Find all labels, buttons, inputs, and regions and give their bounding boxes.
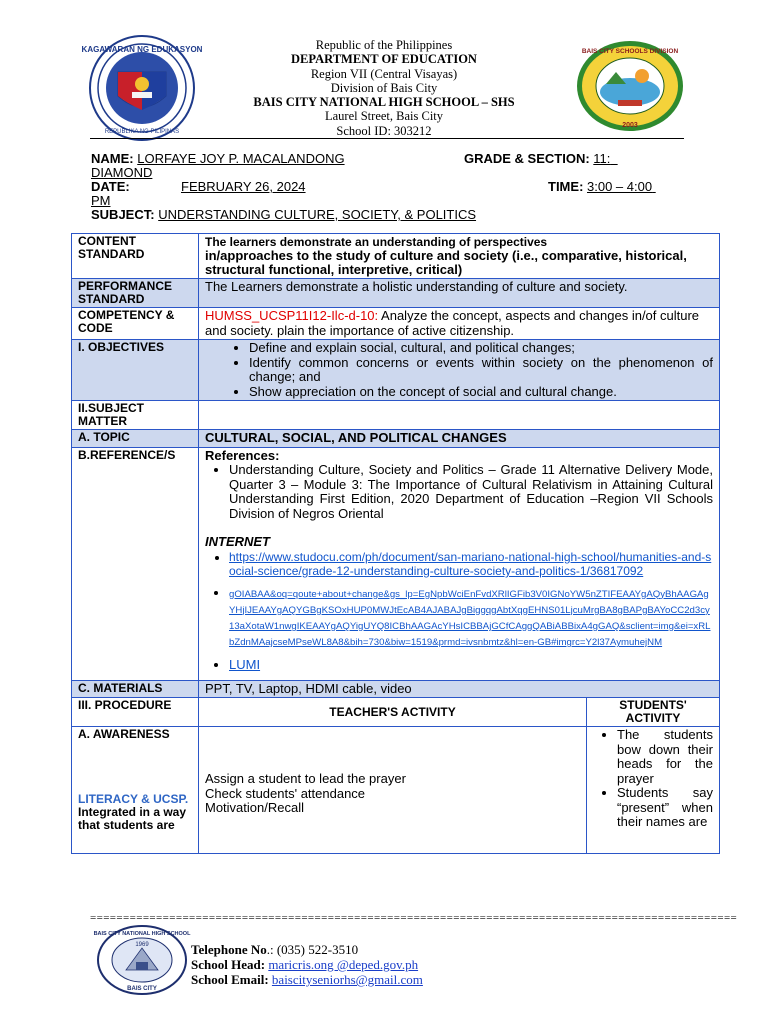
awareness-label: A. AWARENESS	[78, 727, 170, 742]
teacher-line: Check students' attendance	[205, 785, 366, 801]
school-email-label: School Email	[191, 972, 265, 987]
grade-label: GRADE & SECTION	[464, 151, 586, 166]
internet-link-item	[229, 550, 713, 579]
objectives-cell	[199, 340, 720, 401]
letterhead-region: Region VII (Central Visayas)	[310, 66, 458, 81]
deped-seal-logo	[81, 34, 203, 142]
name-row: NAME: LORFAYE JOY P. MACALANDONG	[91, 151, 345, 166]
materials-text: PPT, TV, Laptop, HDMI cable, video	[199, 680, 720, 698]
date-label: DATE:	[91, 179, 130, 194]
objective-item: • Define and explain social, cultural, and political changes;	[249, 341, 713, 356]
reference-label: B.REFERENCE/S	[72, 447, 199, 680]
lesson-plan-table	[71, 233, 720, 854]
objective-item: • Show appreciation on the concept of social and cultural change.	[249, 385, 713, 400]
internet-link-item	[229, 658, 713, 673]
materials-row	[72, 680, 720, 698]
time-value-cont: PM	[91, 193, 111, 208]
internet-heading: INTERNET	[205, 534, 270, 549]
letterhead	[200, 38, 568, 138]
subject-matter-row	[72, 401, 720, 430]
content-standard-cell	[199, 234, 720, 279]
teacher-line: Motivation/Recall	[205, 800, 304, 816]
competency-row	[72, 308, 720, 340]
letterhead-department: DEPARTMENT OF EDUCATION	[291, 52, 477, 67]
seal-left-bottom-text: REPUBLIKA NG PILIPINAS	[104, 129, 180, 135]
school-email-link[interactable]: baiscityseniorhs@gmail.com	[271, 972, 423, 987]
studocu-link[interactable]: https://www.studocu.com/ph/document/san-mariano-national-high-school/humanities-and-social-science/grade-12-understanding-culture-society-and-politics-1/36817092	[229, 549, 712, 578]
letterhead-republic: Republic of the Philippines	[315, 38, 453, 52]
topic-row	[72, 430, 720, 448]
references-heading: References:	[205, 447, 280, 463]
header-divider	[90, 138, 684, 139]
footer-separator: ==================================================================================================	[90, 912, 738, 924]
objectives-label: I. OBJECTIVES	[72, 340, 199, 401]
student-activity-cell	[587, 727, 720, 854]
competency-cell	[199, 308, 720, 340]
competency-text: Analyze the concept, aspects and changes in/of culture and society. plain the importance of active citizenship.	[205, 308, 700, 338]
topic-label: A. TOPIC	[72, 430, 199, 448]
letterhead-division: Division of Bais City	[330, 80, 438, 95]
footer-telephone	[191, 942, 423, 957]
performance-standard-label: PERFORMANCE STANDARD	[72, 279, 199, 308]
seal-right-year: 2003	[622, 122, 638, 129]
performance-standard-row	[72, 279, 720, 308]
subject-matter-label: II.SUBJECT MATTER	[72, 401, 199, 430]
reference-cell	[199, 447, 720, 680]
subject-matter-cell	[199, 401, 720, 430]
references-list	[205, 463, 713, 521]
seal-right-top-text: BAIS CITY SCHOOLS DIVISION	[581, 48, 679, 55]
topic-text: CULTURAL, SOCIAL, AND POLITICAL CHANGES	[199, 430, 720, 448]
footer-contact	[191, 942, 423, 987]
footer-school-email: School Email: baiscityseniorhs@gmail.com	[191, 972, 423, 987]
teacher-activity-heading: TEACHER'S ACTIVITY	[199, 698, 587, 727]
footer-seal-bottom-text: BAIS CITY	[127, 986, 157, 992]
student-activity-heading: STUDENTS' ACTIVITY	[587, 698, 720, 727]
bcnhs-seal-logo	[93, 924, 191, 996]
internet-link-item	[229, 586, 713, 651]
awareness-cell	[72, 727, 199, 854]
materials-label: C. MATERIALS	[72, 680, 199, 698]
telephone-value: .: (035) 522-3510	[266, 942, 359, 957]
name-value: LORFAYE JOY P. MACALANDONG	[137, 151, 345, 166]
content-standard-label: CONTENT STANDARD	[72, 234, 199, 279]
date-row	[91, 180, 130, 194]
student-item: • The students bow down their heads for the prayer	[617, 728, 713, 786]
google-image-link[interactable]: gOIABAA&oq=qoute+about+change&gs_lp=EgNpbWciEnFvdXRlIGFib3V0IGNoYW5nZTIFEAAYgAQyBhAAGAgYHjIJEAAYgAQYGBgKSOxHUP0MWJtEcAB4AJABAJgBiggqgAbtXqgEHNS01LjcuMrgBA8gBAPgBAYoCC2d3cy13aXotaW1nwgIKEAAYgAQYigUYQ8ICBhAAGAcYHsICBBAjGCfCAggQABiABBixA4gGAQ&sclient=img&ei=xRLbZdnMAajcseMPseWL8A8&bih=730&biw=1519&prmd=ivsnbmtz&hl=en-GB#imgrc=Y2l37AymuhejNM	[229, 588, 711, 649]
date-value: FEBRUARY 26, 2024	[181, 179, 306, 194]
student-item: • Students say “present” when their names are	[617, 786, 713, 830]
seal-left-top-text: KAGAWARAN NG EDUKASYON	[81, 45, 203, 54]
grade-row: GRADE & SECTION: 11:	[464, 151, 611, 166]
internet-links	[205, 550, 713, 673]
content-standard-line2: in/approaches to the study of culture and society (i.e., comparative, historical, structural functional, interpretive, critical)	[205, 248, 687, 277]
literacy-label: LITERACY & UCSP.	[78, 792, 189, 807]
time-value: 3:00 – 4:00	[587, 179, 653, 194]
letterhead-school: BAIS CITY NATIONAL HIGH SCHOOL – SHS	[253, 95, 515, 110]
content-standard-line1: The learners demonstrate an understanding of perspectives	[205, 235, 548, 249]
competency-label: COMPETENCY & CODE	[72, 308, 199, 340]
content-standard-row	[72, 234, 720, 279]
teacher-line: Assign a student to lead the prayer	[205, 771, 406, 787]
subject-value: UNDERSTANDING CULTURE, SOCIETY, & POLITICS	[158, 207, 477, 222]
literacy-text: Integrated in a way that students are	[78, 805, 187, 833]
awareness-row	[72, 727, 720, 854]
telephone-label: Telephone No	[191, 942, 267, 957]
footer-school-head: School Head: maricris.ong @deped.gov.ph	[191, 957, 419, 972]
letterhead-school-id: School ID: 303212	[336, 123, 432, 138]
objective-item: • Identify common concerns or events within society on the phenomenon of change; and	[249, 356, 713, 385]
school-head-label: School Head	[191, 957, 261, 972]
objectives-row	[72, 340, 720, 401]
procedure-label: III. PROCEDURE	[72, 698, 199, 727]
procedure-row	[72, 698, 720, 727]
footer-seal-year: 1969	[135, 942, 149, 948]
grade-value-cont: DIAMOND	[91, 165, 153, 180]
teacher-activity-cell	[199, 727, 587, 854]
time-label: TIME	[548, 179, 580, 194]
subject-label: SUBJECT	[91, 207, 151, 222]
student-activity-list	[593, 728, 713, 830]
reference-row	[72, 447, 720, 680]
reference-item: • Understanding Culture, Society and Politics – Grade 11 Alternative Delivery Mode, Quarter 3 – Module 3: The Importance of Cultural Relativism in Attaining Cultural Understanding First Edition, 2020 Department of Education –Region VII Schools Division of Negros Oriental	[229, 463, 713, 521]
name-label: NAME	[91, 151, 130, 166]
grade-value: 11:	[593, 151, 611, 166]
performance-standard-text: The Learners demonstrate a holistic understanding of culture and society.	[199, 279, 720, 308]
subject-row: SUBJECT: UNDERSTANDING CULTURE, SOCIETY, & POLITICS	[91, 207, 477, 222]
competency-code: HUMSS_UCSP11I12-Ilc-d-10:	[205, 308, 379, 323]
school-head-email-link[interactable]: maricris.ong @deped.gov.ph	[268, 957, 419, 972]
lumi-link[interactable]: LUMI	[229, 657, 261, 673]
letterhead-address: Laurel Street, Bais City	[324, 109, 444, 124]
time-row: TIME: 3:00 – 4:00	[548, 179, 653, 194]
objectives-list	[205, 341, 713, 399]
division-seal-logo	[576, 40, 684, 132]
footer-seal-top-text: BAIS CITY NATIONAL HIGH SCHOOL	[93, 931, 191, 937]
